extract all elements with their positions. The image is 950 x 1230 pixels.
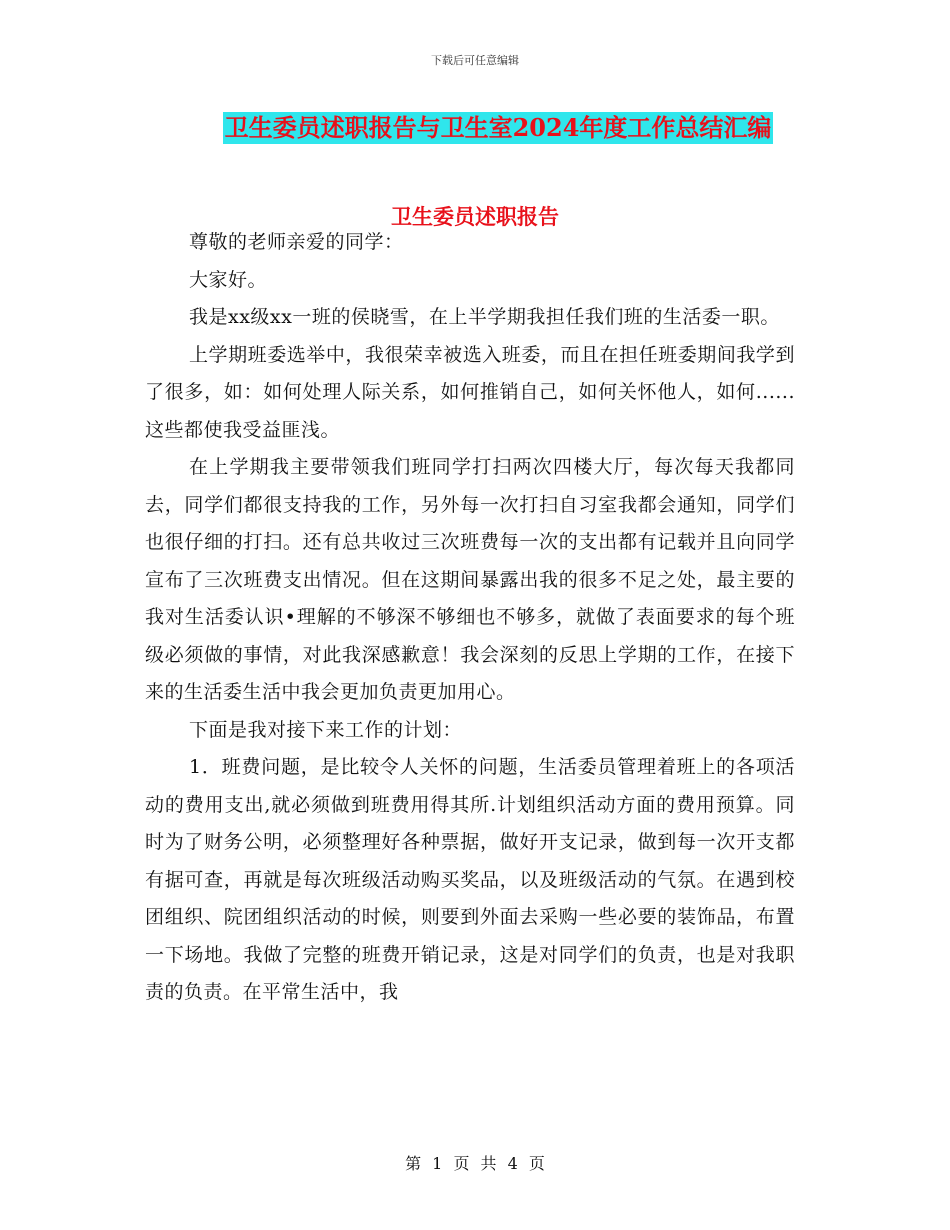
paragraph-plan-intro: 下面是我对接下来工作的计划： <box>189 718 463 741</box>
document-title-container <box>0 112 950 144</box>
paragraph-election: 上学期班委选举中，我很荣幸被选入班委，而且在担任班委期间我学到了很多，如：如何处理人际关系，如何推销自己，如何关怀他人，如何......这些都使我受益匪浅。 <box>145 343 795 441</box>
paragraph-plan-item-1: 1．班费问题，是比较令人关怀的问题，生活委员管理着班上的各项活动的费用支出,就必须做到班费用得其所.计划组织活动方面的费用预算。同时为了财务公明，必须整理好各种票据，做好开支记录，做到每一次开支都有据可查，再就是每次班级活动购买奖品，以及班级活动的气氛。在遇到校团组织、院团组织活动的时候，则要到外面去采购一些必要的装饰品，布置一下场地。我做了完整的班费开销记录，这是对同学们的负责，也是对我职责的负责。在平常生活中，我 <box>145 756 795 1003</box>
paragraph-salutation: 尊敬的老师亲爱的同学： <box>189 231 404 253</box>
section-title: 卫生委员述职报告 <box>391 204 559 229</box>
paragraph-greeting: 大家好。 <box>189 268 268 291</box>
page-header-note: 下载后可任意编辑 <box>431 54 519 67</box>
paragraph-introduction: 我是xx级xx一班的侯晓雪，在上半学期我担任我们班的生活委一职。 <box>189 306 780 328</box>
document-body <box>145 224 795 1012</box>
page-number-footer: 第 1 页 共 4 页 <box>405 1154 545 1173</box>
paragraph-work-review: 在上学期我主要带领我们班同学打扫两次四楼大厅，每次每天我都同去，同学们都很支持我的工作，另外每一次打扫自习室我都会通知，同学们也很仔细的打扫。还有总共收过三次班费每一次的支出都有记载并且向同学宣布了三次班费支出情况。但在这期间暴露出我的很多不足之处，最主要的我对生活委认识•理解的不够深不够细也不够多，就做了表面要求的每个班级必须做的事情，对此我深感歉意！我会深刻的反思上学期的工作，在接下来的生活委生活中我会更加负责更加用心。 <box>145 456 795 703</box>
document-title: 卫生委员述职报告与卫生室2024年度工作总结汇编 <box>224 113 772 142</box>
